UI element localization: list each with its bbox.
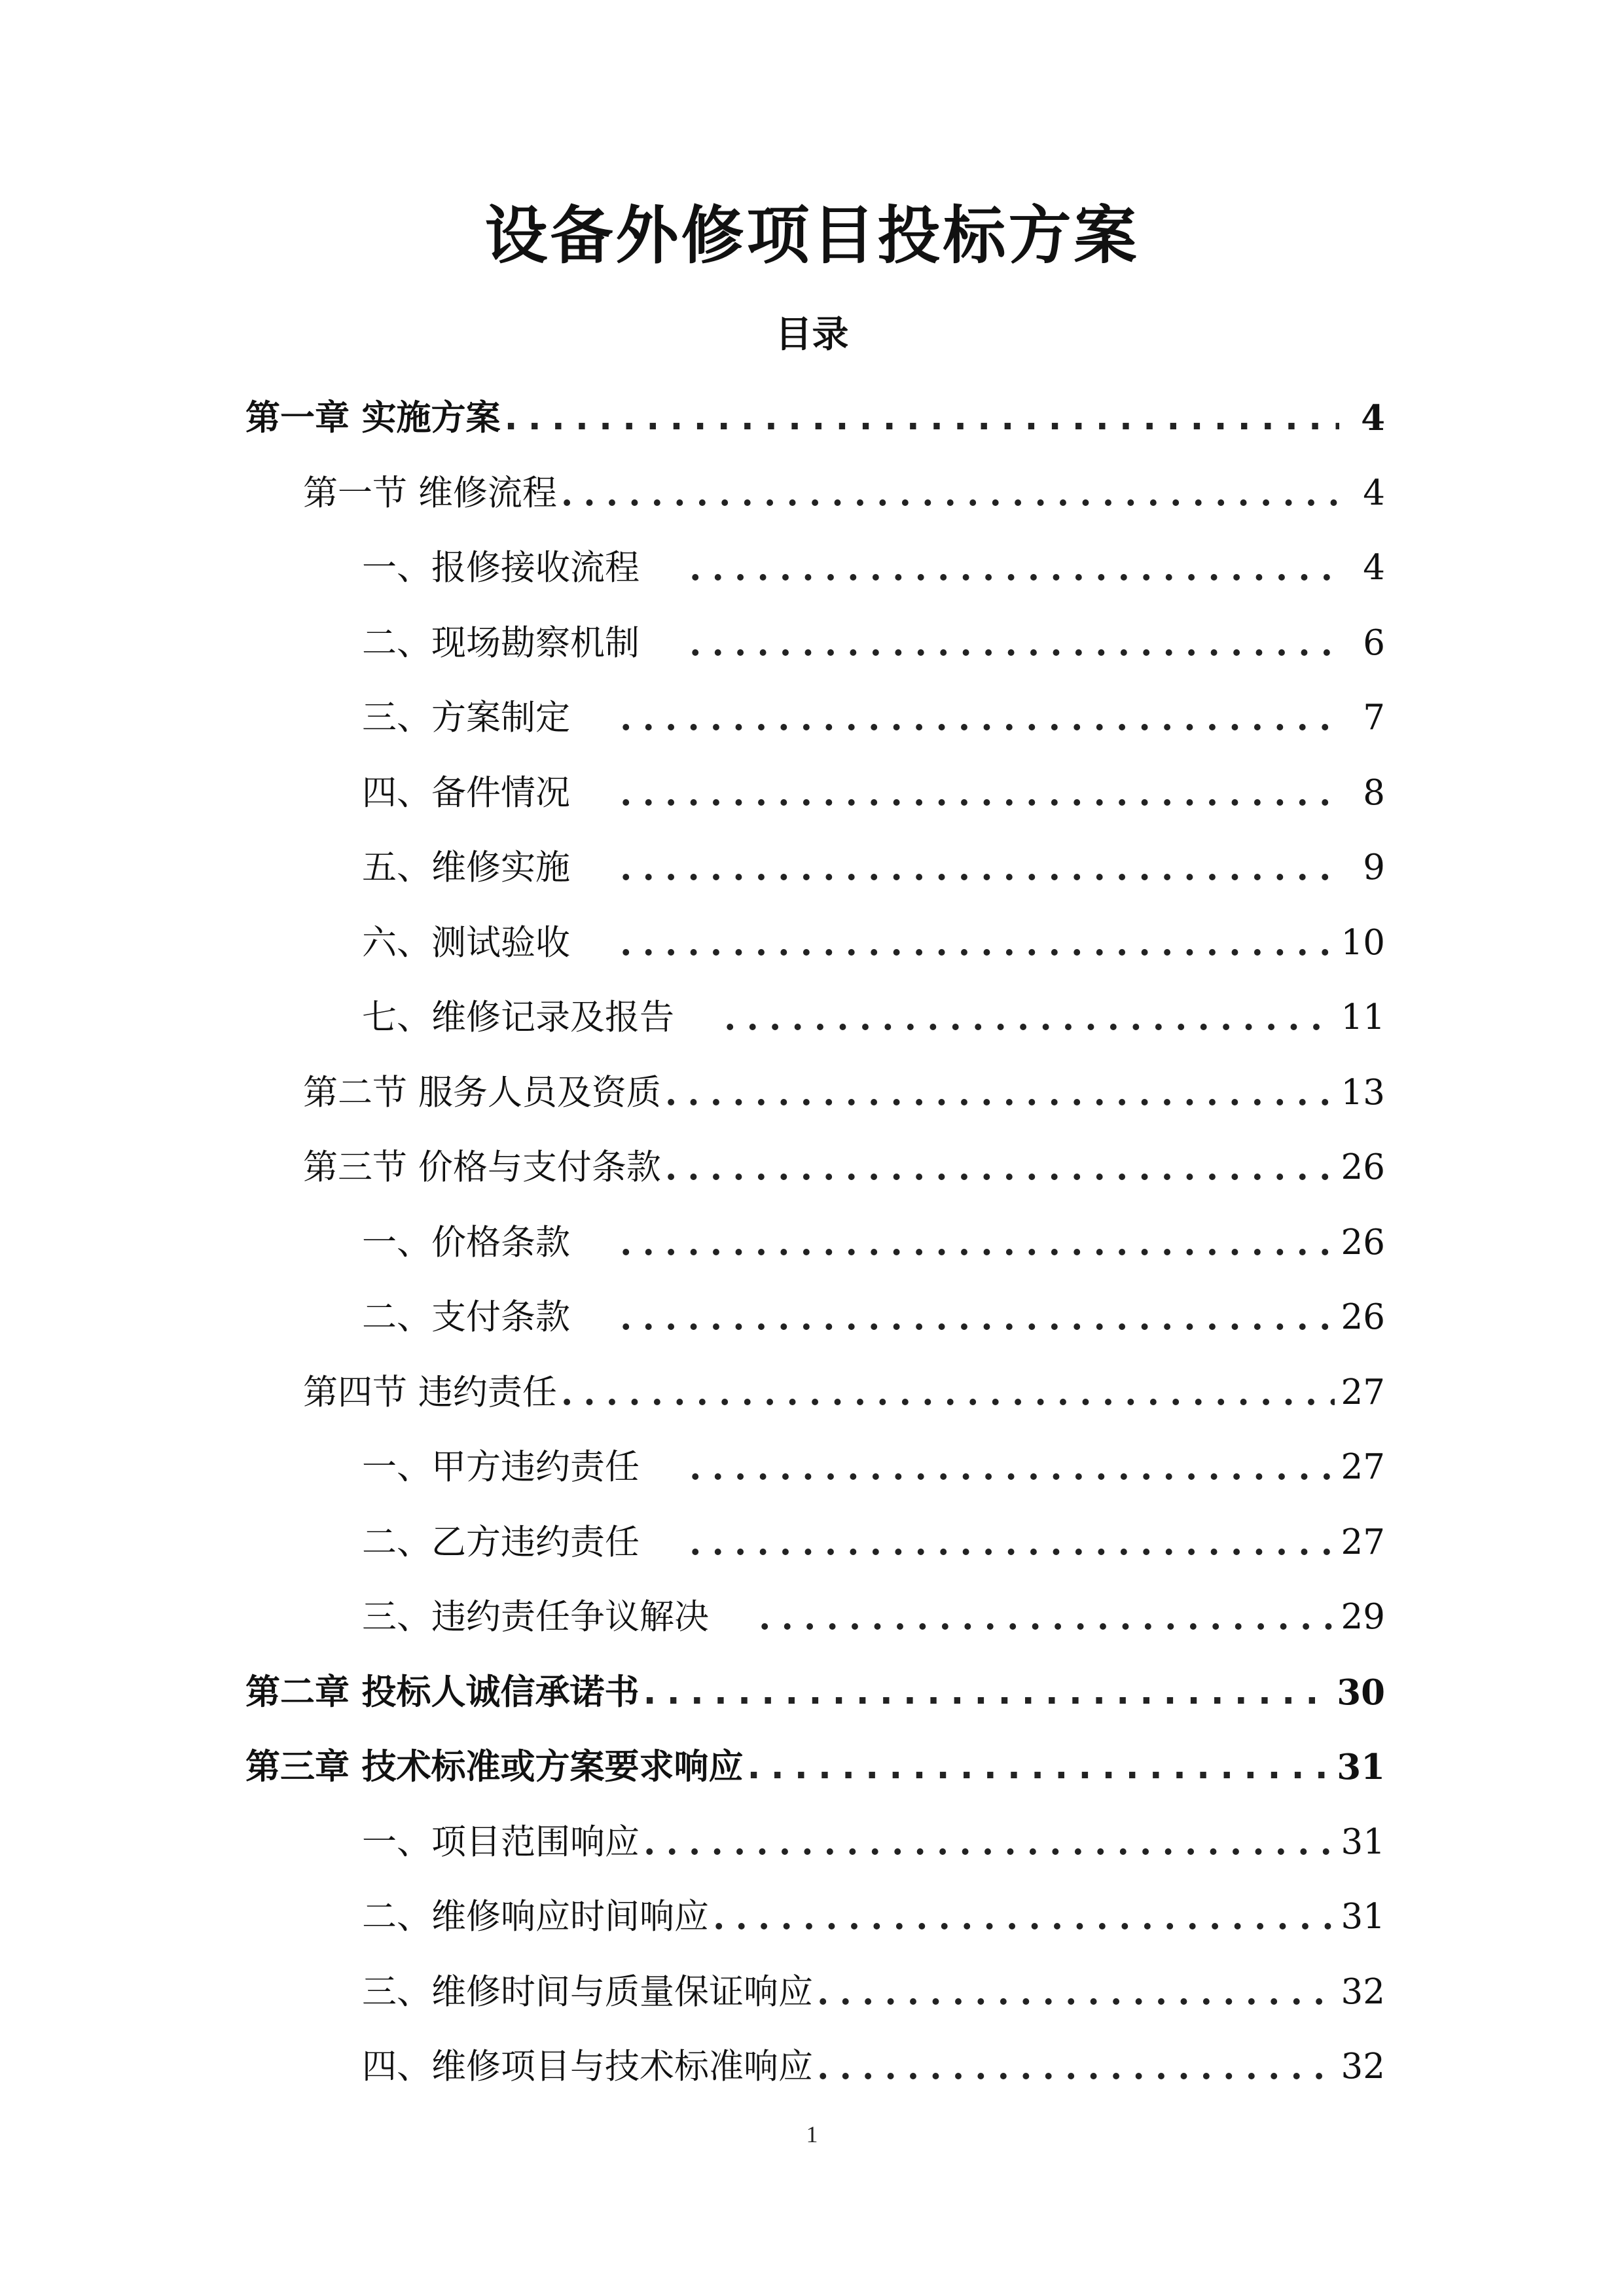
- toc-entry-text: 六、测试验收: [362, 922, 570, 963]
- toc-entry-subsection[interactable]: [0, 1505, 1385, 1581]
- toc-entry-text: 一、价格条款: [362, 1222, 570, 1263]
- toc-entry-page: 27: [1341, 1372, 1385, 1412]
- toc-entry-text: 第二章 投标人诚信承诺书: [245, 1672, 640, 1712]
- page-number: 1: [806, 2121, 818, 2147]
- dot-leader: [817, 1969, 1335, 2015]
- dot-leader: [620, 770, 1339, 816]
- toc-entry-page: 10: [1341, 922, 1385, 963]
- toc-entry-text: 二、维修响应时间响应: [362, 1897, 709, 1937]
- toc-entry-subsection[interactable]: [0, 1280, 1385, 1355]
- toc-entry-text: 七、维修记录及报告: [362, 997, 674, 1038]
- toc-entry-page: 7: [1363, 698, 1385, 738]
- dot-leader: [620, 845, 1339, 891]
- toc-entry-text: 一、报修接收流程: [362, 548, 640, 588]
- toc-entry-text: 一、项目范围响应: [362, 1821, 640, 1862]
- dot-leader: [759, 1594, 1335, 1640]
- toc-entry-subsection[interactable]: [0, 906, 1385, 981]
- toc-entry-chapter-2[interactable]: [0, 1655, 1385, 1731]
- toc-entry-page: 13: [1341, 1072, 1385, 1113]
- toc-entry-page: 31: [1341, 1821, 1385, 1862]
- toc-entry-subsection[interactable]: [0, 681, 1385, 756]
- toc-entry-section-4[interactable]: [0, 1355, 1385, 1431]
- toc-entry-page: 4: [1363, 548, 1385, 588]
- toc-entry-subsection[interactable]: [0, 531, 1385, 606]
- toc-entry-section-3[interactable]: [0, 1130, 1385, 1206]
- dot-leader: [689, 1520, 1335, 1566]
- dot-leader: [747, 1744, 1330, 1790]
- toc-entry-subsection[interactable]: [0, 1580, 1385, 1655]
- toc-entry-subsection[interactable]: [0, 980, 1385, 1056]
- toc-entry-page: 29: [1341, 1597, 1385, 1638]
- dot-leader: [620, 1295, 1335, 1340]
- toc-entry-text: 第一节 维修流程: [303, 473, 557, 513]
- toc-entry-text: 第三节 价格与支付条款: [303, 1147, 661, 1188]
- toc-entry-page: 26: [1341, 1147, 1385, 1188]
- toc-entry-subsection[interactable]: [0, 2030, 1385, 2105]
- dot-leader: [643, 1820, 1335, 1865]
- dot-leader: [817, 2044, 1335, 2090]
- toc-entry-text: 五、维修实施: [362, 848, 570, 888]
- dot-leader: [713, 1894, 1335, 1940]
- toc-entry-text: 三、维修时间与质量保证响应: [362, 1971, 813, 2012]
- toc-entry-page: 31: [1337, 1747, 1385, 1788]
- toc-entry-text: 三、违约责任争议解决: [362, 1597, 709, 1638]
- toc-entry-section-1[interactable]: [0, 456, 1385, 531]
- toc-entry-text: 四、维修项目与技术标准响应: [362, 2047, 813, 2087]
- dot-leader: [643, 1670, 1330, 1715]
- toc-entry-page: 6: [1363, 622, 1385, 663]
- toc-entry-text: 第二节 服务人员及资质: [303, 1072, 661, 1113]
- document-title: 设备外修项目投标方案: [484, 199, 1140, 272]
- dot-leader: [620, 920, 1335, 966]
- toc-entry-page: 31: [1341, 1897, 1385, 1937]
- dot-leader: [665, 1070, 1335, 1116]
- toc-entry-page: 30: [1337, 1672, 1385, 1713]
- toc-entry-chapter-3[interactable]: [0, 1730, 1385, 1805]
- toc-entry-page: 9: [1363, 848, 1385, 888]
- toc-entry-page: 32: [1341, 1971, 1385, 2012]
- toc-entry-text: 一、甲方违约责任: [362, 1447, 640, 1488]
- toc-entry-text: 二、乙方违约责任: [362, 1522, 640, 1562]
- toc-heading: 目录: [775, 314, 849, 356]
- toc-entry-page: 26: [1341, 1222, 1385, 1263]
- toc-entry-page: 4: [1363, 473, 1385, 513]
- toc-entry-subsection[interactable]: [0, 756, 1385, 831]
- toc-entry-text: 四、备件情况: [362, 772, 570, 813]
- toc-entry-subsection[interactable]: [0, 606, 1385, 681]
- toc-entry-subsection[interactable]: [0, 1206, 1385, 1281]
- dot-leader: [504, 395, 1339, 441]
- toc-entry-text: 第一章 实施方案: [245, 398, 501, 439]
- toc-entry-section-2[interactable]: [0, 1056, 1385, 1131]
- dot-leader: [689, 1444, 1335, 1490]
- dot-leader: [620, 695, 1339, 741]
- table-of-contents: [0, 381, 1624, 2105]
- toc-entry-subsection[interactable]: [0, 1805, 1385, 1880]
- toc-entry-page: 27: [1341, 1522, 1385, 1562]
- dot-leader: [620, 1220, 1335, 1266]
- toc-entry-page: 8: [1363, 772, 1385, 813]
- dot-leader: [689, 620, 1339, 666]
- toc-entry-chapter-1[interactable]: [0, 381, 1385, 456]
- dot-leader: [689, 545, 1339, 591]
- toc-entry-subsection[interactable]: [0, 1430, 1385, 1505]
- dot-leader: [724, 995, 1335, 1041]
- toc-entry-text: 第四节 违约责任: [303, 1372, 557, 1412]
- dot-leader: [665, 1145, 1335, 1191]
- toc-entry-subsection[interactable]: [0, 831, 1385, 906]
- toc-entry-page: 32: [1341, 2047, 1385, 2087]
- toc-entry-page: 11: [1341, 997, 1385, 1038]
- toc-entry-text: 二、现场勘察机制: [362, 622, 640, 663]
- dot-leader: [561, 471, 1339, 516]
- toc-entry-subsection[interactable]: [0, 1880, 1385, 1955]
- toc-entry-text: 第三章 技术标准或方案要求响应: [245, 1747, 744, 1787]
- toc-entry-page: 26: [1341, 1297, 1385, 1338]
- toc-entry-subsection[interactable]: [0, 1955, 1385, 2030]
- toc-entry-page: 27: [1341, 1447, 1385, 1488]
- dot-leader: [561, 1370, 1335, 1416]
- toc-entry-text: 三、方案制定: [362, 698, 570, 738]
- toc-entry-text: 二、支付条款: [362, 1297, 570, 1338]
- toc-entry-page: 4: [1361, 398, 1385, 439]
